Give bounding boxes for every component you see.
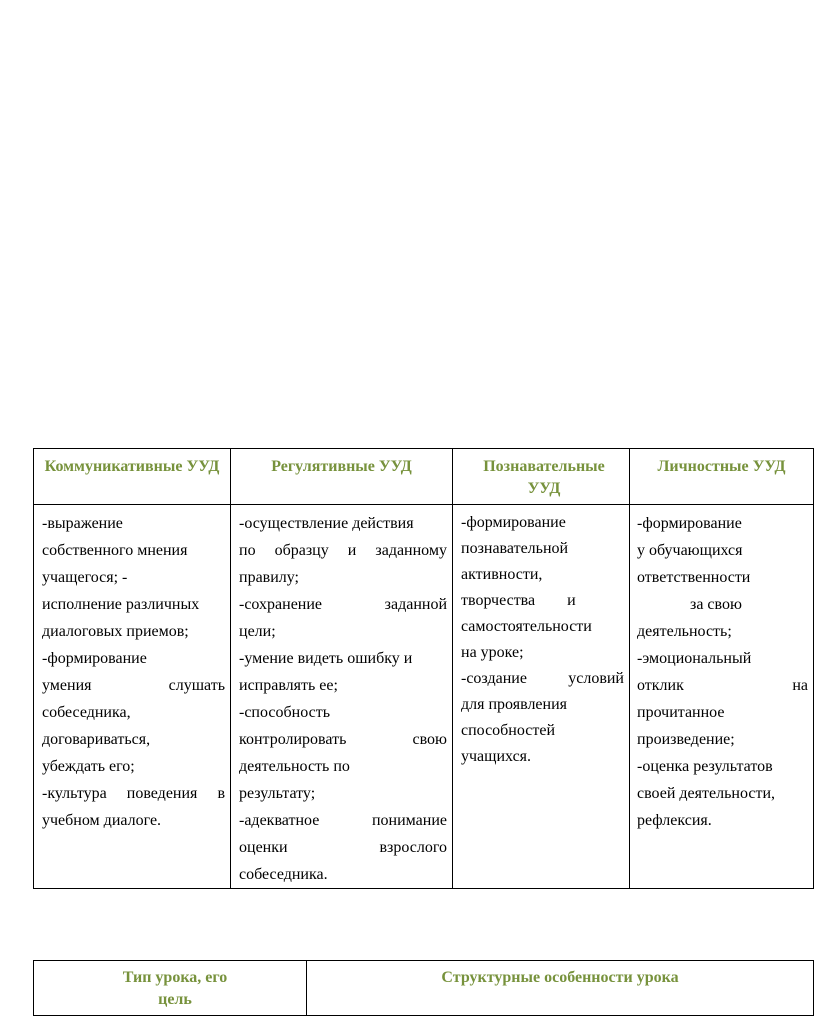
text-line: творчества и	[461, 592, 576, 609]
text-line: -сохранение заданной	[239, 596, 447, 613]
text-line: рефлексия.	[637, 812, 712, 829]
header-regulative: Регулятивные УУД	[271, 458, 412, 475]
lesson-structure-table	[33, 960, 814, 1016]
text-line: -выражение	[42, 515, 123, 532]
text-line: отклик на	[637, 677, 808, 694]
text-line: -формирование	[637, 515, 742, 532]
text-line: прочитанное	[637, 704, 725, 721]
text-line: собеседника.	[239, 866, 328, 883]
text-line: учебном диалоге.	[42, 812, 162, 829]
header-cell-communicative	[34, 449, 231, 505]
text-line: -умение видеть ошибку и	[239, 650, 413, 667]
personal-list	[630, 505, 813, 834]
uud-table	[33, 448, 814, 889]
text-line: -адекватное понимание	[239, 812, 447, 829]
header-cell-lesson-type	[34, 961, 307, 1016]
header-communicative: Коммуникативные УУД	[44, 458, 220, 475]
text-line: убеждать его;	[42, 758, 135, 775]
text-line: учащихся.	[461, 748, 532, 765]
uud-body-row	[34, 505, 814, 889]
text-line: самостоятельности	[461, 618, 592, 635]
text-line: исправлять ее;	[239, 677, 338, 694]
text-line: правилу;	[239, 569, 299, 586]
text-line: у обучающихся	[637, 542, 743, 559]
uud-header-row	[34, 449, 814, 505]
cell-personal	[630, 505, 814, 889]
text-line: ответственности	[637, 569, 751, 586]
communicative-list	[34, 505, 230, 834]
header-personal: Личностные УУД	[657, 458, 786, 475]
text-line: деятельность по	[239, 758, 350, 775]
text-line: исполнение различных	[42, 596, 200, 613]
text-line: диалоговых приемов;	[42, 623, 189, 640]
header-cell-personal	[630, 449, 814, 505]
text-line: -формирование	[461, 514, 566, 531]
text-line: -способность	[239, 704, 330, 721]
text-line: -осуществление действия	[239, 515, 414, 532]
text-line: оценки взрослого	[239, 839, 447, 856]
lesson-header-row	[34, 961, 814, 1016]
text-line: результату;	[239, 785, 316, 802]
header-lesson-type: Тип урока, его цель	[122, 969, 228, 1008]
text-line: -формирование	[42, 650, 147, 667]
text-line: -эмоциональный	[637, 650, 752, 667]
cell-communicative	[34, 505, 231, 889]
text-line: цели;	[239, 623, 276, 640]
text-line: за свою	[690, 596, 742, 613]
text-line: учащегося; -	[42, 569, 128, 586]
text-line: на уроке;	[461, 644, 524, 661]
regulative-list	[231, 505, 452, 888]
cell-regulative	[231, 505, 453, 889]
text-line: для проявления	[461, 696, 568, 713]
header-cell-cognitive	[453, 449, 630, 505]
cell-cognitive	[453, 505, 630, 889]
text-line: -оценка результатов	[637, 758, 773, 775]
cognitive-list	[453, 505, 629, 770]
text-line: договариваться,	[42, 731, 151, 748]
header-cell-lesson-structure	[307, 961, 814, 1016]
header-lesson-structure: Структурные особенности урока	[441, 969, 679, 986]
text-line: по образцу и заданному	[239, 542, 447, 559]
text-line: собственного мнения	[42, 542, 188, 559]
text-line: познавательной	[461, 540, 569, 557]
text-line: умения слушать	[42, 677, 225, 694]
text-line: деятельность;	[637, 623, 732, 640]
text-line: своей деятельности,	[637, 785, 775, 802]
text-line: способностей	[461, 722, 556, 739]
text-line: произведение;	[637, 731, 735, 748]
header-cognitive: Познавательные УУД	[483, 458, 605, 497]
text-line: активности,	[461, 566, 543, 583]
text-line: контролировать свою	[239, 731, 447, 748]
text-line: -культура поведения в	[42, 785, 225, 802]
text-line: собеседника,	[42, 704, 131, 721]
header-cell-regulative	[231, 449, 453, 505]
text-line: -создание условий	[461, 670, 624, 687]
